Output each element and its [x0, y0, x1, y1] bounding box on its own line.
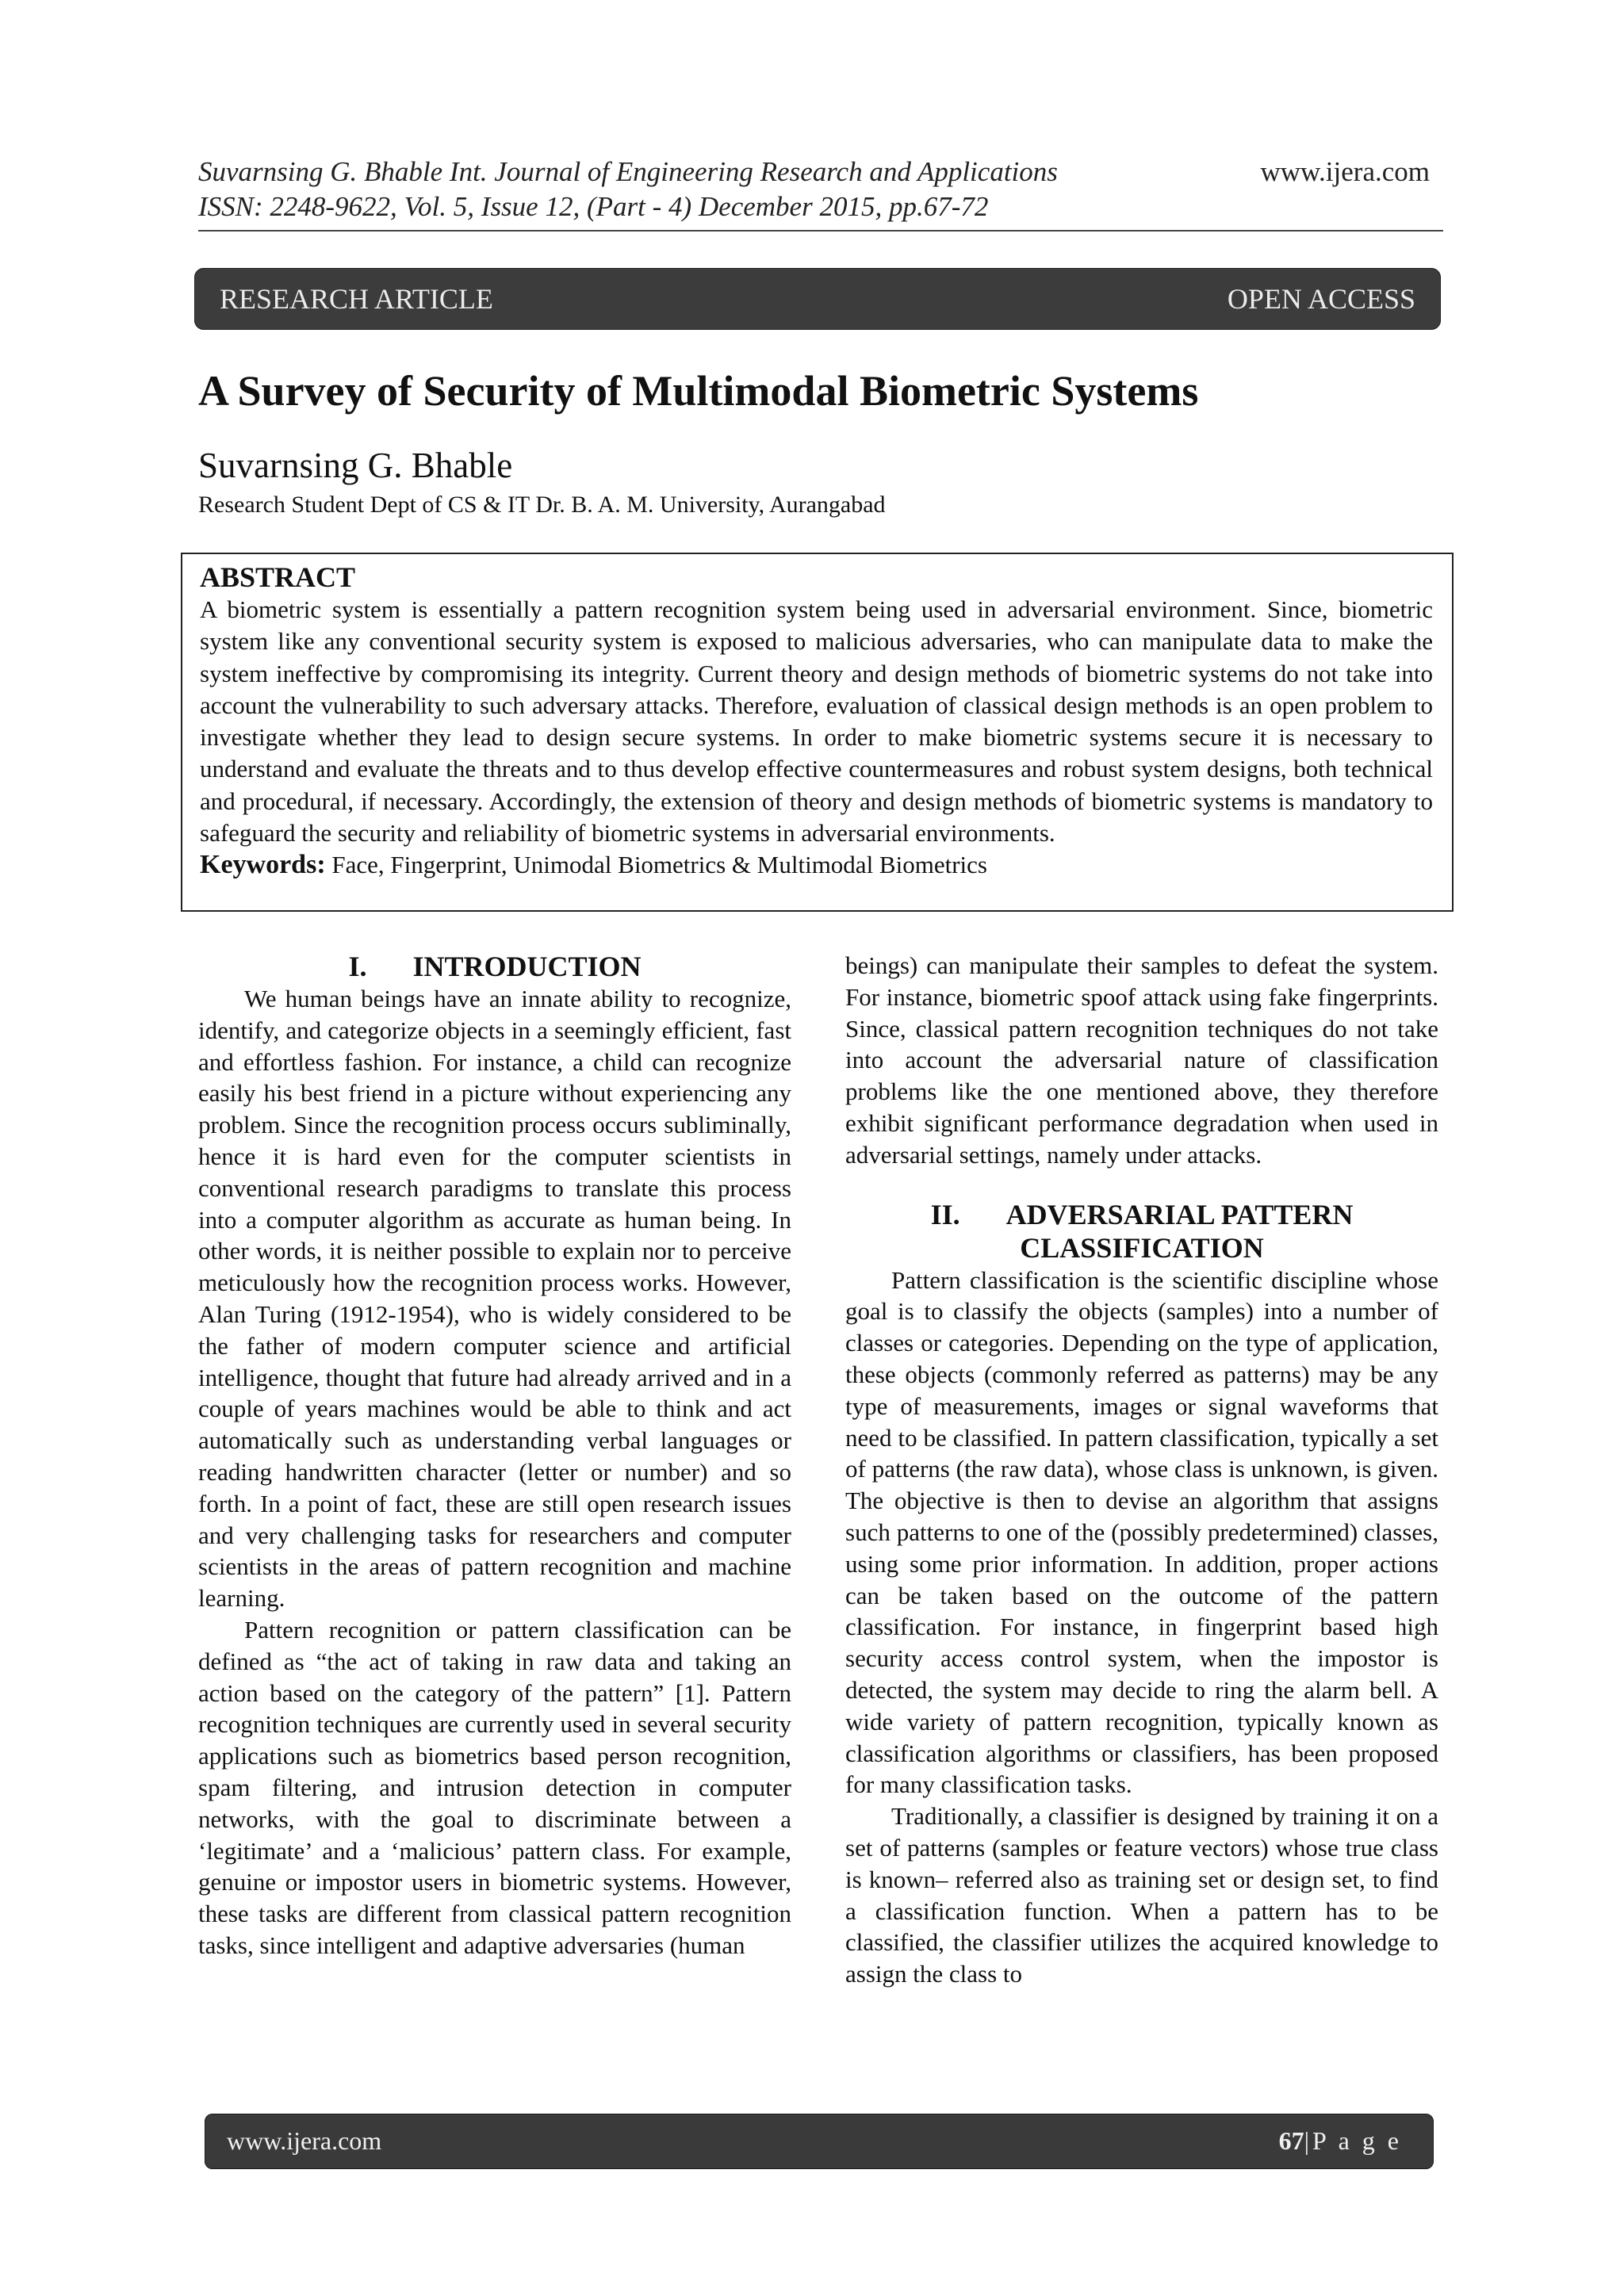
- footer-url[interactable]: www.ijera.com: [227, 2126, 382, 2155]
- header-url[interactable]: www.ijera.com: [1260, 156, 1430, 187]
- keywords-label: Keywords:: [200, 850, 326, 880]
- abstract-heading: ABSTRACT: [200, 561, 356, 593]
- section-2-title-line1: ADVERSARIAL PATTERN: [1005, 1198, 1354, 1230]
- header-divider: [198, 230, 1443, 232]
- journal-header: [198, 155, 1229, 224]
- section-1-number: I.: [348, 951, 367, 982]
- left-column: [198, 950, 791, 1961]
- intro-paragraph-1: We human beings have an innate ability to recognize, identify, and categorize objects in a seemingly efficient, fast and effortless fashion. For instance, a child can recognize easily his best friend in a picture without experiencing any problem. Since the recognition process occurs subliminally, hence it is hard even for the computer scientists in conventional research paradigms to translate this process into a computer algorithm as accurate as human being. In other words, it is neither possible to explain nor to perceive meticulously how the recognition process works. However, Alan Turing (1912-1954), who is widely considered to be the father of modern computer science and artificial intelligence, thought that future had already arrived and in a couple of years machines would be able to think and act automatically such as understanding verbal languages or reading handwritten character (letter or number) and so forth. In a point of fact, these are still open research issues and very challenging tasks for researchers and computer scientists in the areas of pattern recognition and machine learning.: [198, 985, 791, 1613]
- author-name: Suvarnsing G. Bhable: [198, 446, 513, 485]
- abstract-text: A biometric system is essentially a pattern recognition system being used in adversarial environment. Since, biometric system like any conventional security system is exposed to malicious adversaries, who can manipulate data to make the system ineffective by compromising its integrity. Current theory and design methods of biometric systems do not take into account the vulnerability to such adversary attacks. Therefore, evaluation of classical design methods is an open problem to investigate whether they lead to design secure systems. In order to make biometric systems secure it is necessary to understand and evaluate the threats and to thus develop effective countermeasures and robust system designs, both technical and procedural, if necessary. Accordingly, the extension of theory and design methods of biometric systems is mandatory to safeguard the security and reliability of biometric systems in adversarial environments.: [200, 595, 1433, 848]
- research-article-label: RESEARCH ARTICLE: [220, 283, 493, 315]
- page-label: |P a g e: [1304, 2126, 1402, 2155]
- section-2-heading: [845, 1198, 1438, 1265]
- section-1-heading: [198, 950, 791, 983]
- journal-citation-line2: ISSN: 2248-9622, Vol. 5, Issue 12, (Part - 4) December 2015, pp.67-72: [198, 191, 989, 222]
- open-access-label: OPEN ACCESS: [1227, 283, 1415, 315]
- abstract-box: [181, 553, 1454, 912]
- keywords: [200, 849, 1433, 881]
- section-1-title: INTRODUCTION: [412, 951, 642, 982]
- section-2-paragraph-2: Traditionally, a classifier is designed by training it on a set of patterns (samples or feature vectors) whose true class is known– referred also as training set or design set, to find a classification function. When a pattern has to be classified, the classifier utilizes the acquired knowledge to assign the class to: [845, 1802, 1438, 1988]
- page-number: [1279, 2126, 1402, 2156]
- page-number-value: 67: [1278, 2126, 1304, 2155]
- article-type-banner: [194, 268, 1441, 330]
- page-footer: [205, 2114, 1434, 2169]
- paper-title: A Survey of Security of Multimodal Biometric Systems: [198, 367, 1199, 415]
- right-column: [845, 950, 1438, 1990]
- section-2-title-line2: CLASSIFICATION: [1020, 1231, 1264, 1264]
- journal-citation-line1: Suvarnsing G. Bhable Int. Journal of Engineering Research and Applications: [198, 156, 1058, 187]
- author-affiliation: Research Student Dept of CS & IT Dr. B. A. M. University, Aurangabad: [198, 492, 886, 518]
- section-2-paragraph-1: Pattern classification is the scientific discipline whose goal is to classify the objects (samples) into a number of classes or categories. Depending on the type of application, these objects (commonly referred as patterns) may be any type of measurements, images or signal waveforms that need to be classified. In pattern classification, typically a set of patterns (the raw data), whose class is unknown, is given. The objective is then to devise an algorithm that assigns such patterns to one of the (possibly predetermined) classes, using some prior information. In addition, proper actions can be taken based on the outcome of the pattern classification. For instance, in fingerprint based high security access control system, when the impostor is detected, the system may decide to ring the alarm bell. A wide variety of pattern recognition, typically known as classification algorithms or classifiers, has been proposed for many classification tasks.: [845, 1265, 1438, 1799]
- intro-paragraph-3: beings) can manipulate their samples to defeat the system. For instance, biometric spoof attack using fake fingerprints. Since, classical pattern recognition techniques do not take into account the adversarial nature of classification problems like the one mentioned above, they therefore exhibit significant performance degradation when used in adversarial settings, namely under attacks.: [845, 951, 1438, 1169]
- intro-paragraph-2: Pattern recognition or pattern classification can be defined as “the act of taking in raw data and taking an action based on the category of the pattern” [1]. Pattern recognition techniques are currently used in several security applications such as biometrics based person recognition, spam filtering, and intrusion detection in computer networks, with the goal to discriminate between a ‘legitimate’ and a ‘malicious’ pattern class. For example, genuine or impostor users in biometric systems. However, these tasks are different from classical pattern recognition tasks, since intelligent and adaptive adversaries (human: [198, 1615, 791, 1959]
- section-2-number: II.: [930, 1198, 960, 1230]
- keywords-list: Face, Fingerprint, Unimodal Biometrics & Multimodal Biometrics: [325, 851, 987, 879]
